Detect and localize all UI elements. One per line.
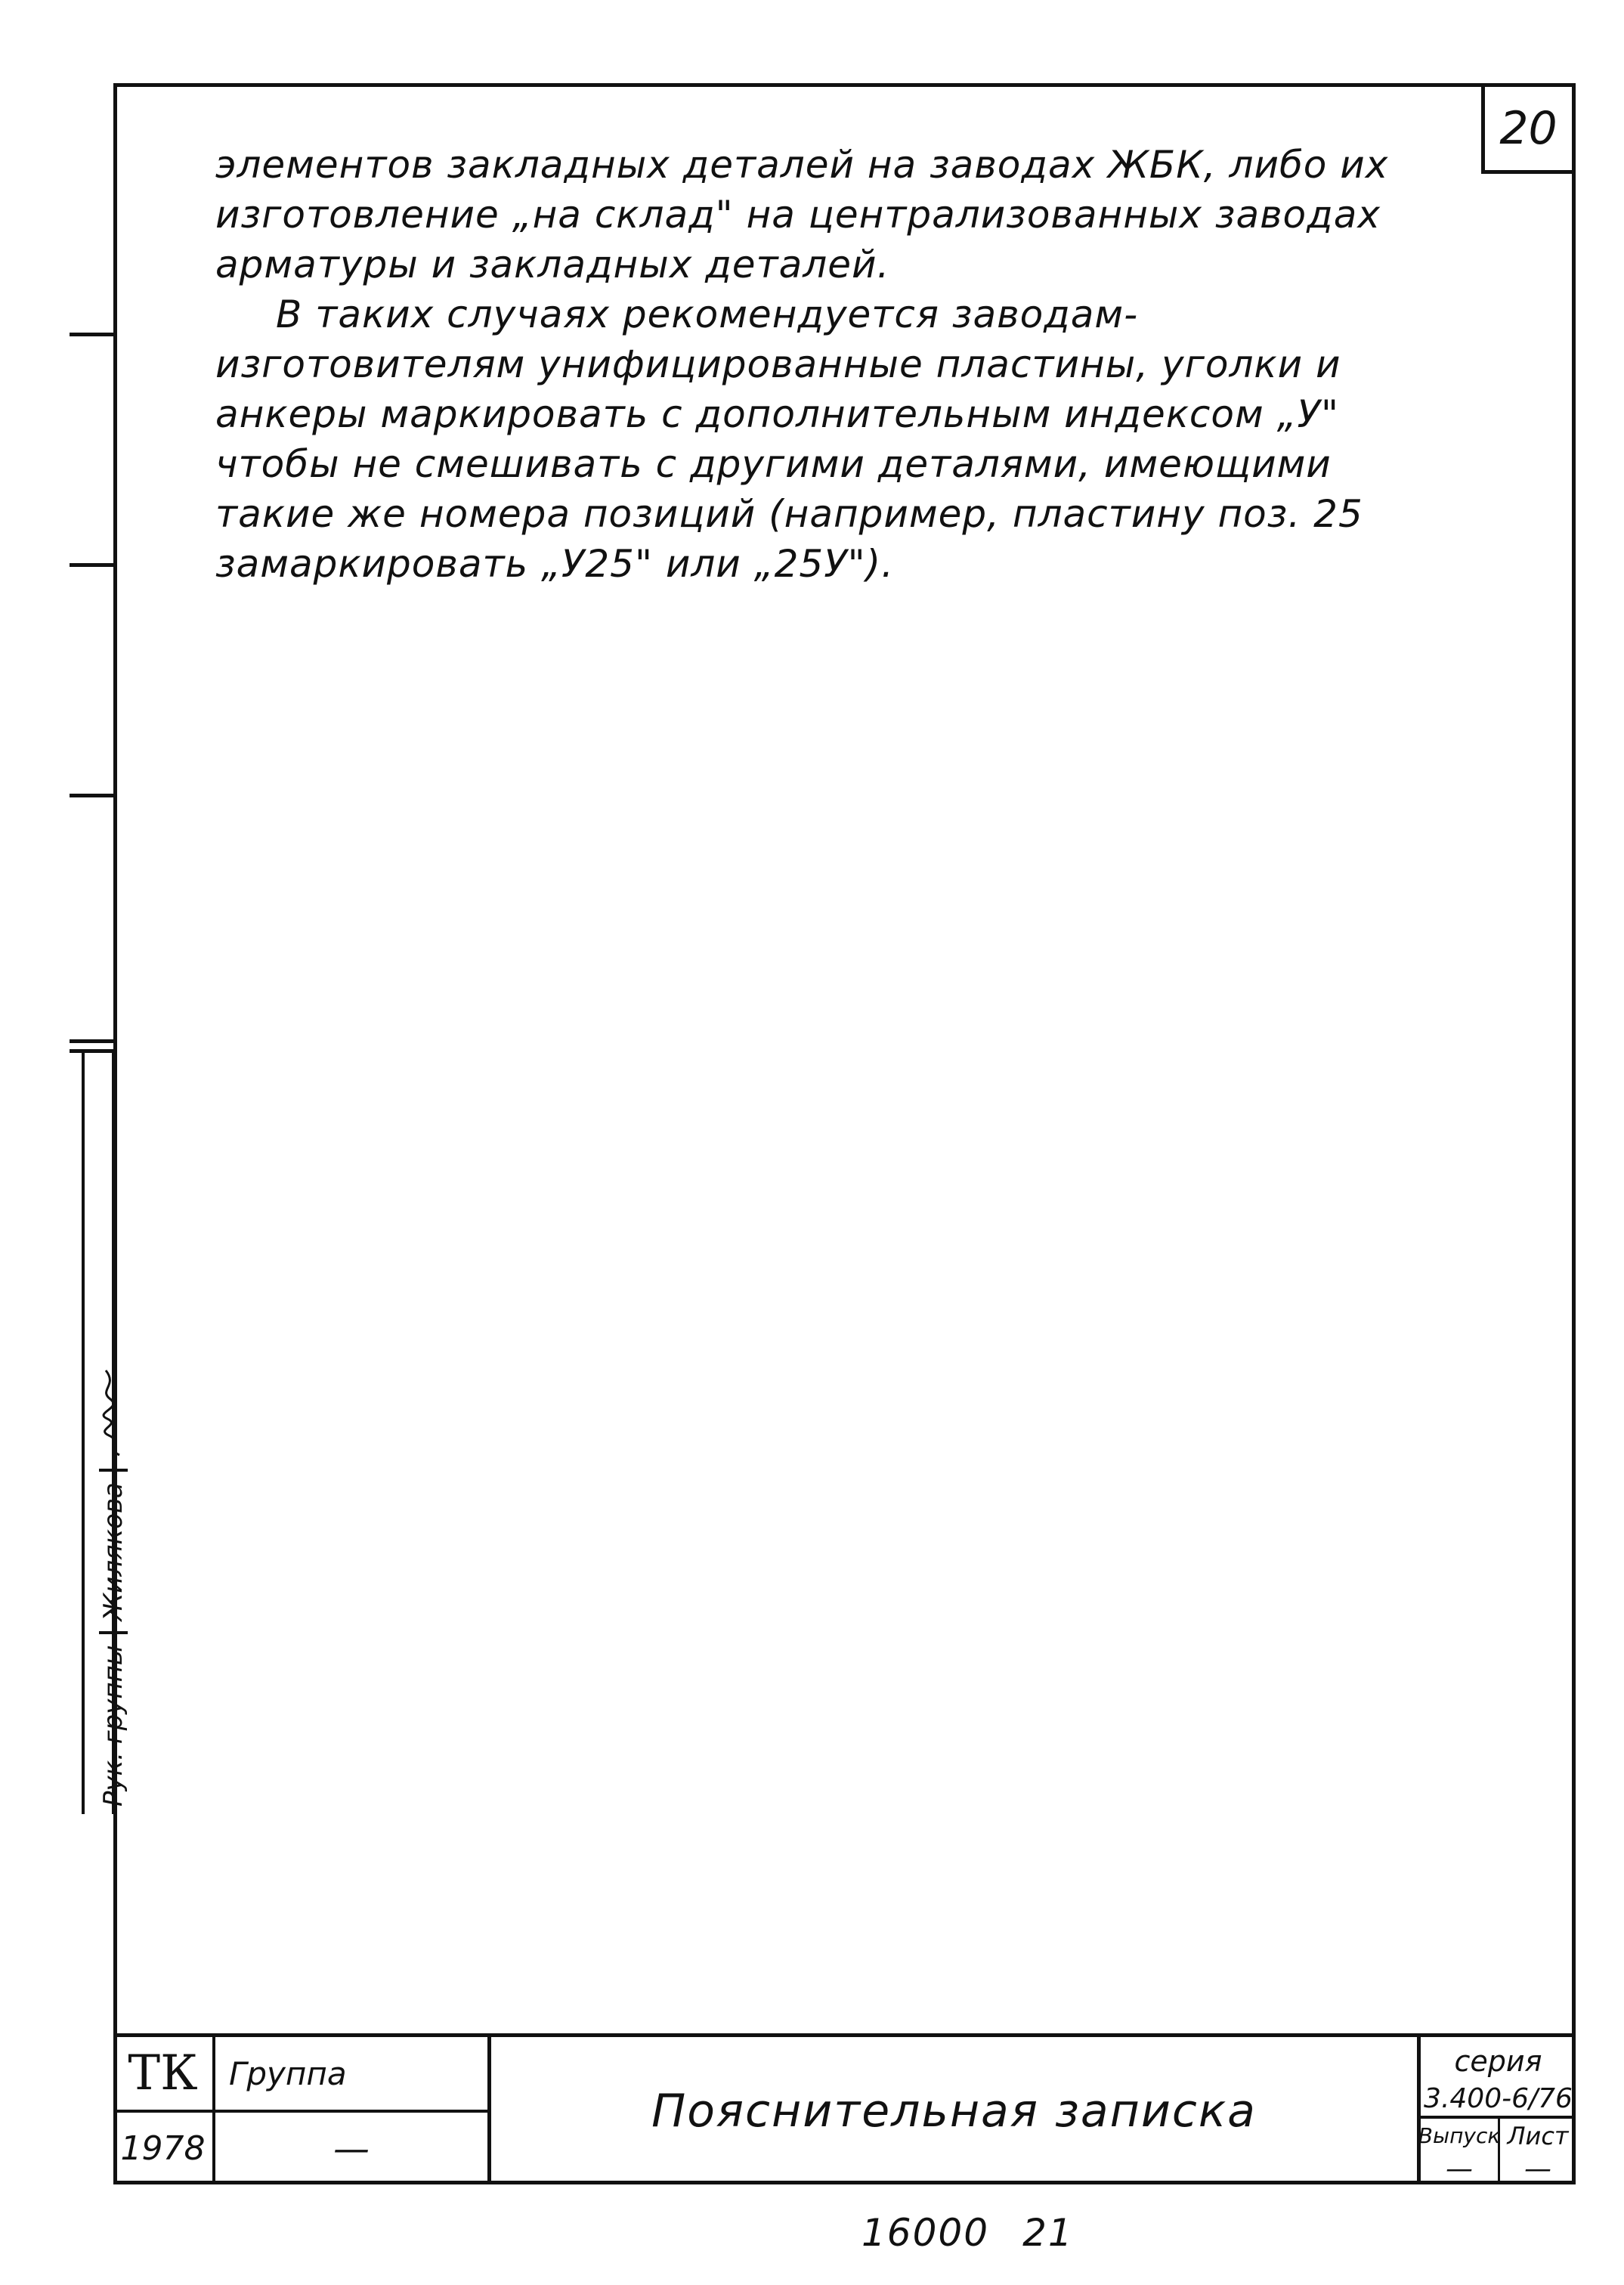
explanatory-text [215, 140, 1394, 589]
sheet-value: — [1524, 2153, 1551, 2184]
stamp-separator [99, 1631, 128, 1634]
year: 1978 [113, 2113, 215, 2184]
org-code: ТК [113, 2037, 215, 2113]
paragraph-1: элементов закладных деталей на заводах ЖБК, либо их изготовление „на склад" на централизованных заводах арматуры и закладных деталей. [215, 143, 1389, 286]
series-label: серия [1454, 2045, 1542, 2078]
title-block [113, 2033, 1576, 2184]
paragraph-2: В таких случаях рекомендуется заводам-изготовителям унифицированные пластины, уголки и анкеры маркировать с дополнительным индексом „У" чтобы не смешивать с другими деталями, имеющими такие же номера позиций (например, пластину поз. 25 замаркировать „У25" или „25У"). [215, 293, 1363, 586]
group-value: — [215, 2113, 491, 2184]
margin-tick [70, 563, 113, 567]
approval-stamp [98, 1367, 128, 1807]
group-label: Группа [215, 2037, 491, 2113]
margin-tick [70, 1039, 113, 1043]
sheet-label: Лист [1507, 2121, 1569, 2150]
stamp-name: Жилякова [98, 1482, 128, 1621]
issue-value: — [1421, 2153, 1500, 2184]
margin-tick [70, 794, 113, 797]
margin-tick [70, 333, 113, 336]
page-number: 20 [1481, 87, 1572, 174]
issue-label: Выпуск [1421, 2119, 1500, 2153]
footer-number [861, 2211, 1074, 2255]
signature-icon [100, 1367, 127, 1458]
footer-code: 16000 [861, 2211, 990, 2255]
document-title: Пояснительная записка [491, 2037, 1421, 2184]
series-number: 3.400-6/76 [1421, 2081, 1576, 2119]
stamp-separator [99, 1469, 128, 1472]
footer-sheet: 21 [1022, 2211, 1074, 2255]
stamp-role: Рук. группы [98, 1645, 128, 1807]
